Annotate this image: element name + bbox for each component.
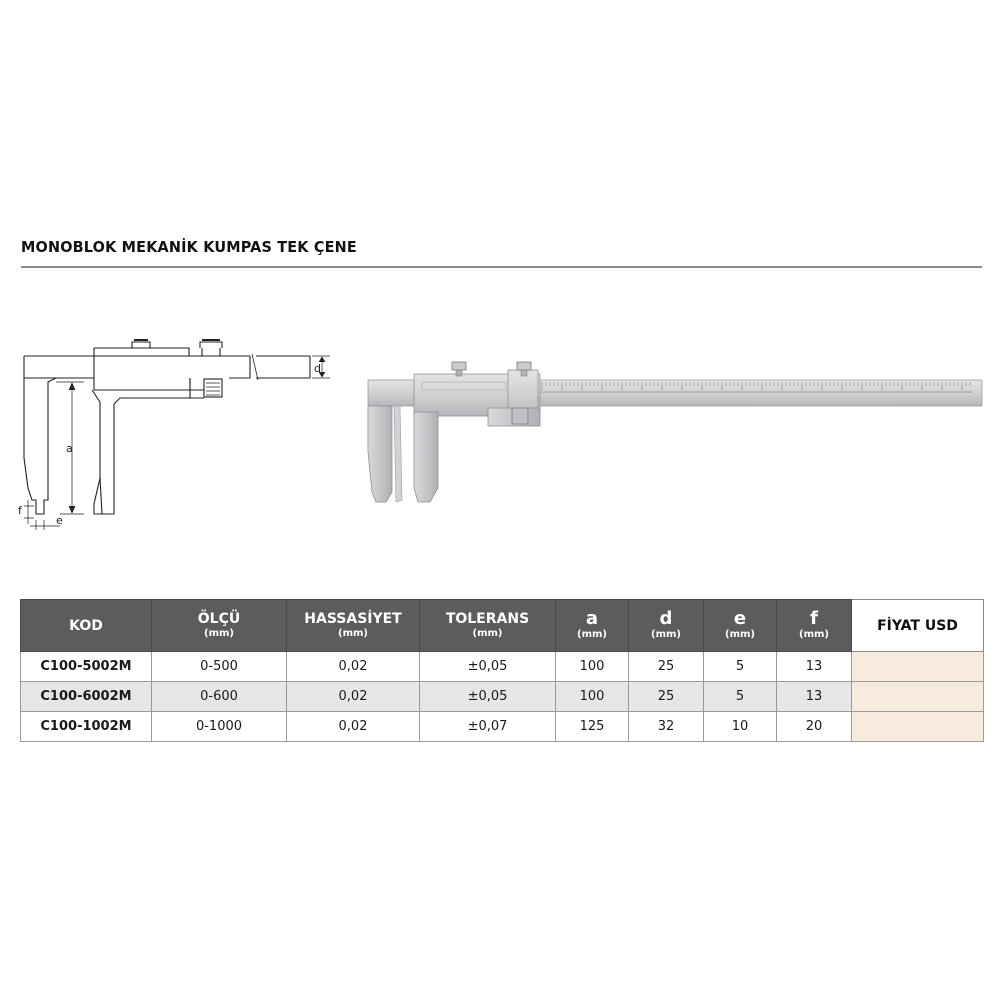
dimension-label-e: e <box>56 514 63 527</box>
spec-table <box>20 599 984 742</box>
cell-tolerans: ±0,05 <box>420 652 556 682</box>
table-header-row <box>21 600 984 652</box>
dimension-label-f: f <box>18 504 22 517</box>
header-f: f (mm) <box>777 600 852 652</box>
page-title: MONOBLOK MEKANİK KUMPAS TEK ÇENE <box>21 238 357 256</box>
header-e: e (mm) <box>704 600 777 652</box>
cell-tolerans: ±0,05 <box>420 682 556 712</box>
cell-d: 25 <box>629 652 704 682</box>
cell-e: 5 <box>704 682 777 712</box>
cell-kod: C100-1002M <box>21 712 152 742</box>
table-row <box>21 712 984 742</box>
title-divider <box>21 266 982 268</box>
cell-f: 13 <box>777 652 852 682</box>
header-tolerans: TOLERANS (mm) <box>420 600 556 652</box>
cell-tolerans: ±0,07 <box>420 712 556 742</box>
cell-fiyat <box>852 712 984 742</box>
caliper-dimension-drawing <box>14 328 336 538</box>
table-row <box>21 652 984 682</box>
cell-e: 5 <box>704 652 777 682</box>
cell-hassasiyet: 0,02 <box>287 682 420 712</box>
cell-kod: C100-5002M <box>21 652 152 682</box>
header-fiyat: FİYAT USD <box>852 600 984 652</box>
cell-kod: C100-6002M <box>21 682 152 712</box>
header-a: a (mm) <box>556 600 629 652</box>
dimension-label-a: a <box>66 442 73 455</box>
cell-olcu: 0-500 <box>152 652 287 682</box>
cell-d: 32 <box>629 712 704 742</box>
header-hassasiyet: HASSASİYET (mm) <box>287 600 420 652</box>
cell-f: 13 <box>777 682 852 712</box>
cell-fiyat <box>852 682 984 712</box>
caliper-product-image <box>362 352 988 512</box>
cell-a: 125 <box>556 712 629 742</box>
header-kod: KOD <box>21 600 152 652</box>
cell-e: 10 <box>704 712 777 742</box>
cell-f: 20 <box>777 712 852 742</box>
cell-olcu: 0-600 <box>152 682 287 712</box>
cell-hassasiyet: 0,02 <box>287 652 420 682</box>
dimension-label-d: d <box>314 362 321 375</box>
cell-hassasiyet: 0,02 <box>287 712 420 742</box>
cell-a: 100 <box>556 652 629 682</box>
cell-olcu: 0-1000 <box>152 712 287 742</box>
header-d: d (mm) <box>629 600 704 652</box>
cell-a: 100 <box>556 682 629 712</box>
cell-d: 25 <box>629 682 704 712</box>
header-olcu: ÖLÇÜ (mm) <box>152 600 287 652</box>
cell-fiyat <box>852 652 984 682</box>
table-row <box>21 682 984 712</box>
